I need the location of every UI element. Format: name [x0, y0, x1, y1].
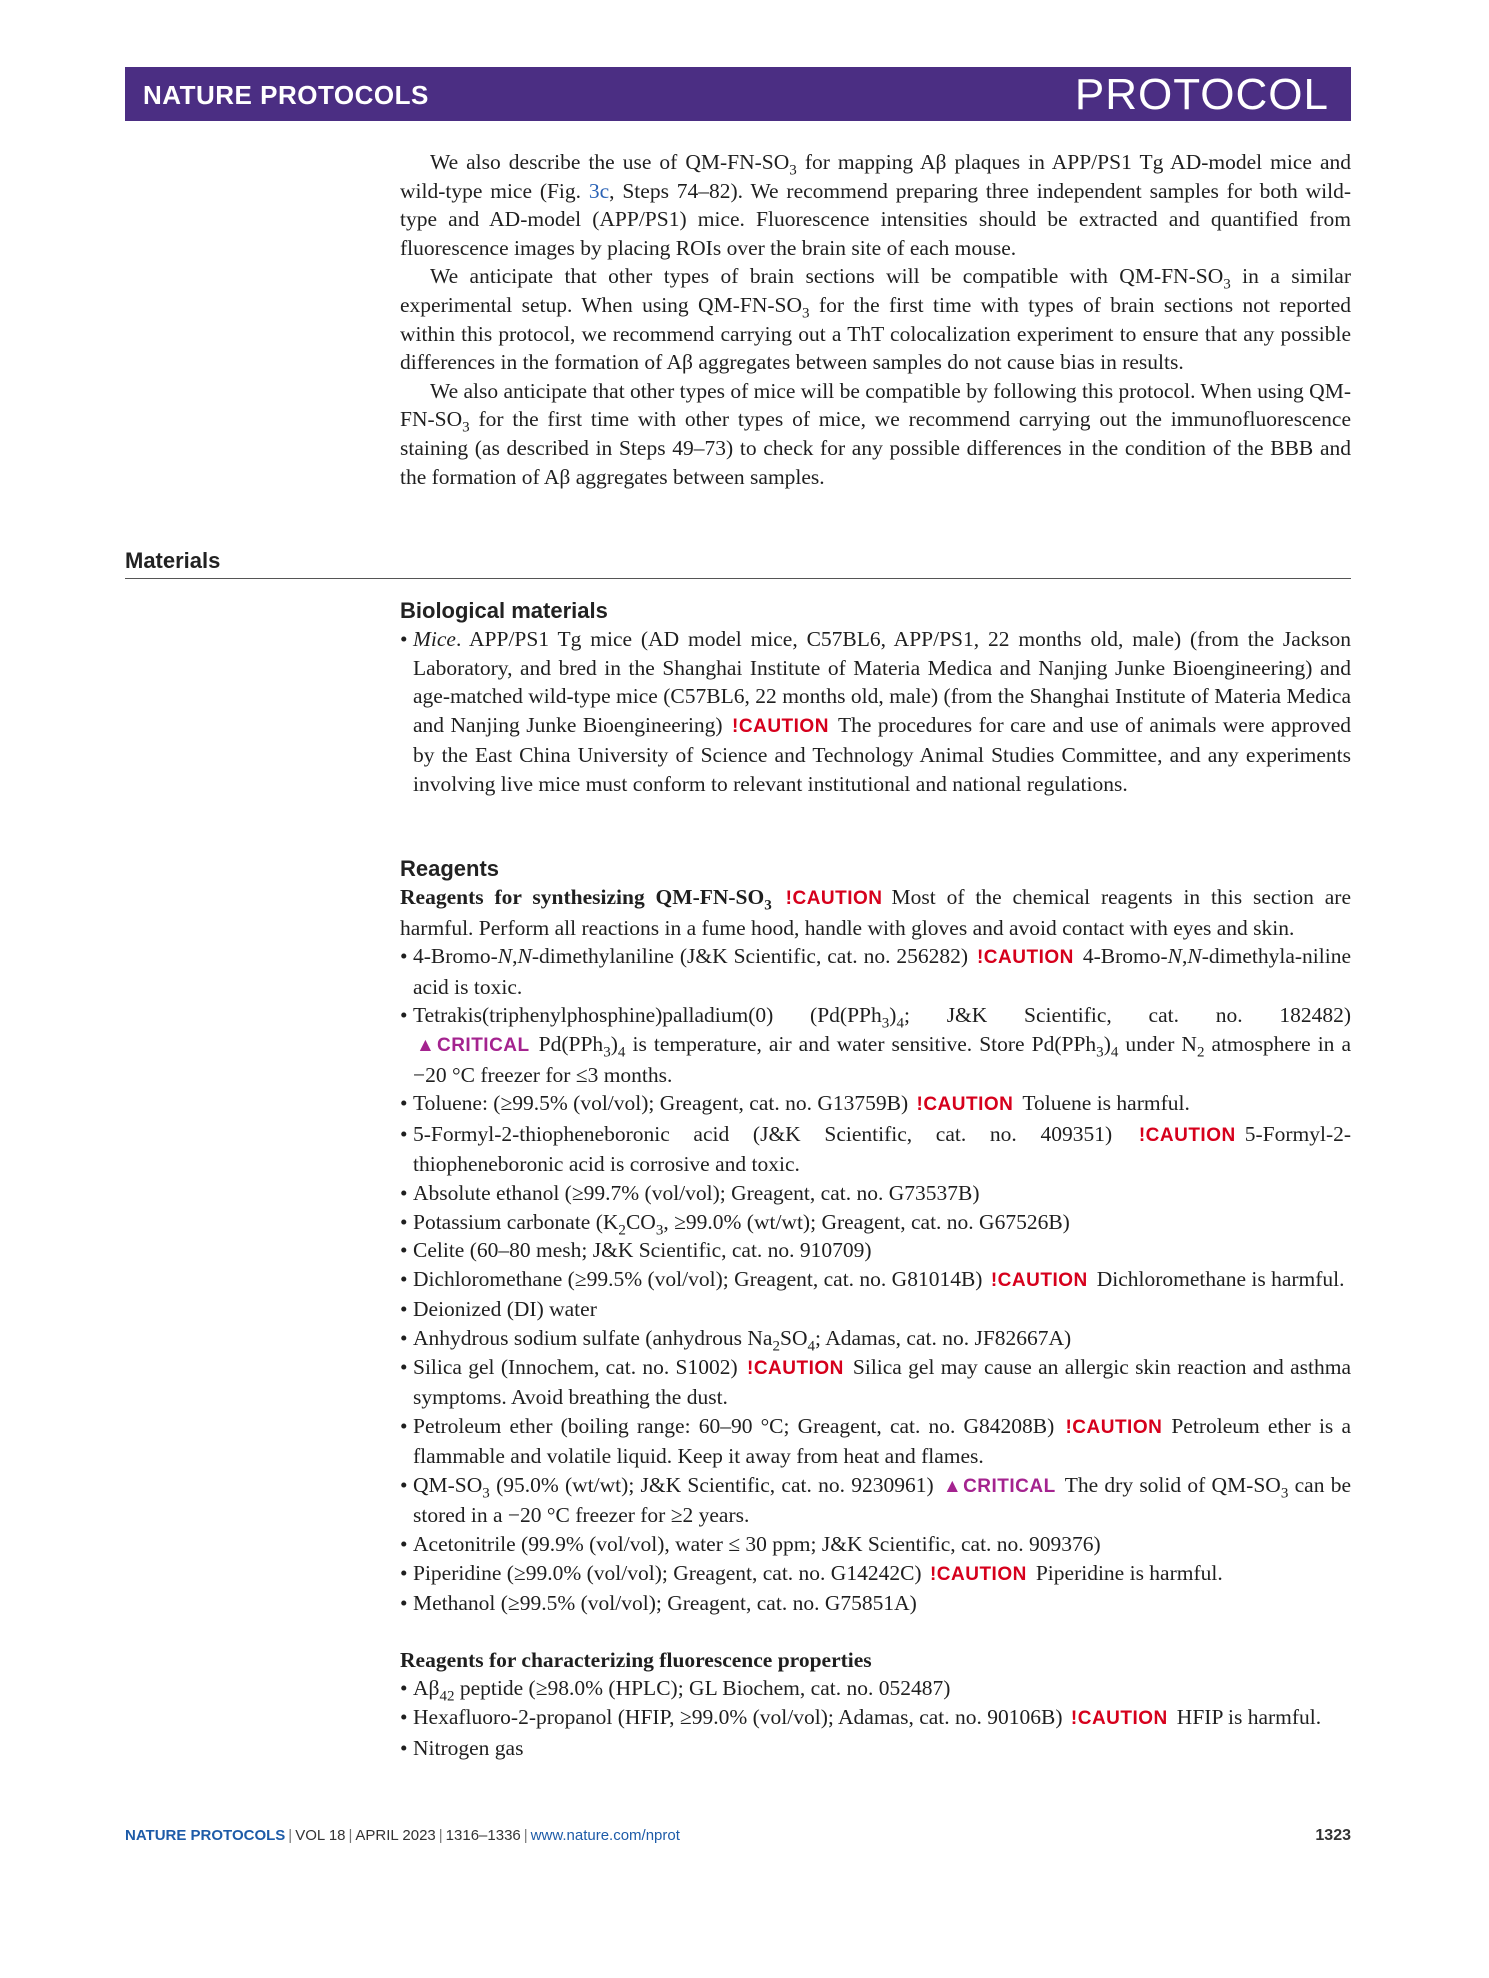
caution-label: !CAUTION [916, 1094, 1014, 1116]
list-item: • Tetrakis(triphenylphosphine)palladium(0) ($Pd(PPh_3)_4$; J&K Scientific, cat. no. 182482) ▲CRITICAL $Pd(PPh_3)_4$ is temperature, air and water sensitive. Store $Pd(PPh_3)_4$ under $N_2$ atmosphere in a −20 °C freezer for ≤3 months. [400, 1001, 1351, 1089]
list-item: • $QM-SO_3$ (95.0% (wt/wt); J&K Scientific, cat. no. 9230961) ▲CRITICAL The dry solid of $QM-SO_3$ can be stored in a −20 °C freezer for ≥2 years. [400, 1471, 1351, 1530]
list-item: • Celite (60–80 mesh; J&K Scientific, cat. no. 910709) [400, 1236, 1351, 1265]
page-number: 1323 [1315, 1827, 1351, 1844]
list-item: • Methanol (≥99.5% (vol/vol); Greagent, cat. no. G75851A) [400, 1589, 1351, 1618]
footer-date: APRIL 2023 [355, 1827, 436, 1844]
journal-name: NATURE PROTOCOLS [143, 80, 429, 110]
list-item: • Acetonitrile (99.9% (vol/vol), water ≤ 30 ppm; J&K Scientific, cat. no. 909376) [400, 1530, 1351, 1559]
figure-link[interactable]: 3c [588, 178, 610, 203]
subsection-title: Reagents [400, 856, 500, 881]
characterization-reagent-list [400, 1674, 1351, 1762]
critical-label: ▲CRITICAL [942, 1475, 1056, 1497]
list-item: • Potassium carbonate ($K_2CO_3$, ≥99.0% (wt/wt); Greagent, cat. no. G67526B) [400, 1208, 1351, 1237]
page-footer: NATURE PROTOCOLS | VOL 18 | APRIL 2023 | 1316–1336 | www.nature.com/nprot 1323 [125, 1827, 1351, 1844]
caution-label: !CAUTION [976, 947, 1074, 969]
caution-label: !CAUTION [1065, 1416, 1163, 1438]
list-item: • Absolute ethanol (≥99.7% (vol/vol); Greagent, cat. no. G73537B) [400, 1179, 1351, 1208]
journal-header-band [125, 67, 1351, 121]
intro-paragraph: We also anticipate that other types of mice will be compatible by following this protocol. When using $QM-FN-SO_3$ for the first time with other types of mice, we recommend carrying out the immunofluorescence staining (as described in Steps 49–73) to check for any possible differences in the condition of the BBB and the formation of Aβ aggregates between samples. [400, 378, 1351, 489]
list-item: • Dichloromethane (≥99.5% (vol/vol); Greagent, cat. no. G81014B) !CAUTION Dichloromethane is harmful. [400, 1265, 1351, 1296]
list-item: • Toluene: (≥99.5% (vol/vol); Greagent, cat. no. G13759B) !CAUTION Toluene is harmful. [400, 1089, 1351, 1120]
critical-label: ▲CRITICAL [416, 1034, 530, 1056]
reagents-intro: Reagents for synthesizing $QM-FN-SO_3$ !CAUTION Most of the chemical reagents in this section are harmful. Perform all reactions in a fume hood, handle with gloves and avoid contact with eyes and skin. [400, 885, 1351, 940]
caution-label: !CAUTION [990, 1269, 1088, 1291]
synthesis-reagent-list [400, 942, 1351, 1618]
subsection-title: Biological materials [400, 598, 608, 623]
intro-paragraph: We also describe the use of $QM-FN-SO_3$ for mapping Aβ plaques in APP/PS1 Tg AD-model mice and wild-type mice (Fig. 3c, Steps 74–82). We recommend preparing three independent samples for both wild-type and AD-model (APP/PS1) mice. Fluorescence intensities should be extracted and quantified from fluorescence images by placing ROIs over the brain site of each mouse. [400, 150, 1351, 260]
list-item: • 5-Formyl-2-thiopheneboronic acid (J&K Scientific, cat. no. 409351) !CAUTION 5-Formyl-2-thiopheneboronic acid is corrosive and toxic. [400, 1120, 1351, 1179]
list-item: • Piperidine (≥99.0% (vol/vol); Greagent, cat. no. G14242C) !CAUTION Piperidine is harmful. [400, 1559, 1351, 1590]
reagent-group-heading: Reagents for characterizing fluorescence properties [400, 1647, 872, 1672]
article-type: PROTOCOL [1074, 70, 1329, 119]
caution-label: !CAUTION [1138, 1124, 1236, 1146]
section-title-materials: Materials [125, 548, 221, 573]
caution-label: !CAUTION [785, 888, 883, 909]
list-item: • Nitrogen gas [400, 1734, 1351, 1763]
list-item: • Anhydrous sodium sulfate (anhydrous $Na_2SO_4$; Adamas, cat. no. JF82667A) [400, 1324, 1351, 1353]
list-item: • Hexafluoro-2-propanol (HFIP, ≥99.0% (vol/vol); Adamas, cat. no. 90106B) !CAUTION HFIP is harmful. [400, 1703, 1351, 1734]
footer-url-link[interactable]: www.nature.com/nprot [530, 1827, 680, 1844]
list-item: • Petroleum ether (boiling range: 60–90 °C; Greagent, cat. no. G84208B) !CAUTION Petroleum ether is a flammable and volatile liquid. Keep it away from heat and flames. [400, 1412, 1351, 1471]
caution-label: !CAUTION [1070, 1708, 1168, 1730]
biological-list [400, 625, 1351, 799]
footer-volume: VOL 18 [295, 1827, 346, 1844]
list-item: • $A\beta_{42}$ peptide (≥98.0% (HPLC); GL Biochem, cat. no. 052487) [400, 1674, 1351, 1703]
list-item: • 4-Bromo-N,N-dimethylaniline (J&K Scientific, cat. no. 256282) !CAUTION 4-Bromo-N,N-dimethyla-niline acid is toxic. [400, 942, 1351, 1001]
caution-label: !CAUTION [732, 715, 829, 737]
footer-journal: NATURE PROTOCOLS [125, 1827, 286, 1844]
list-item: • Silica gel (Innochem, cat. no. S1002) !CAUTION Silica gel may cause an allergic skin reaction and asthma symptoms. Avoid breathing the dust. [400, 1353, 1351, 1412]
biological-materials [400, 597, 1351, 799]
list-item: • Mice. APP/PS1 Tg mice (AD model mice, C57BL6, APP/PS1, 22 months old, male) (from the Jackson Laboratory, and bred in the Shanghai Institute of Materia Medica and Nanjing Junke Bioengineering) and age-matched wild-type mice (C57BL6, 22 months old, male) (from the Shanghai Institute of Materia Medica and Nanjing Junke Bioengineering) !CAUTION The procedures for care and use of animals were approved by the East China University of Science and Technology Animal Studies Committee, and any experiments involving live mice must conform to relevant institutional and national regulations. [400, 625, 1351, 799]
reagents [400, 855, 1351, 1762]
intro-paragraph: We anticipate that other types of brain sections will be compatible with $QM-FN-SO_3$ in a similar experimental setup. When using $QM-FN-SO_3$ for the first time with types of brain sections not reported within this protocol, we recommend carrying out a ThT colocalization experiment to ensure that any possible differences in the formation of Aβ aggregates between samples do not cause bias in results. [400, 264, 1352, 375]
list-item: • Deionized (DI) water [400, 1295, 1351, 1324]
caution-label: !CAUTION [747, 1357, 844, 1379]
caution-label: !CAUTION [929, 1563, 1027, 1585]
intro-text [400, 148, 1351, 491]
section-divider [125, 578, 1351, 579]
footer-pages: 1316–1336 [445, 1827, 521, 1844]
